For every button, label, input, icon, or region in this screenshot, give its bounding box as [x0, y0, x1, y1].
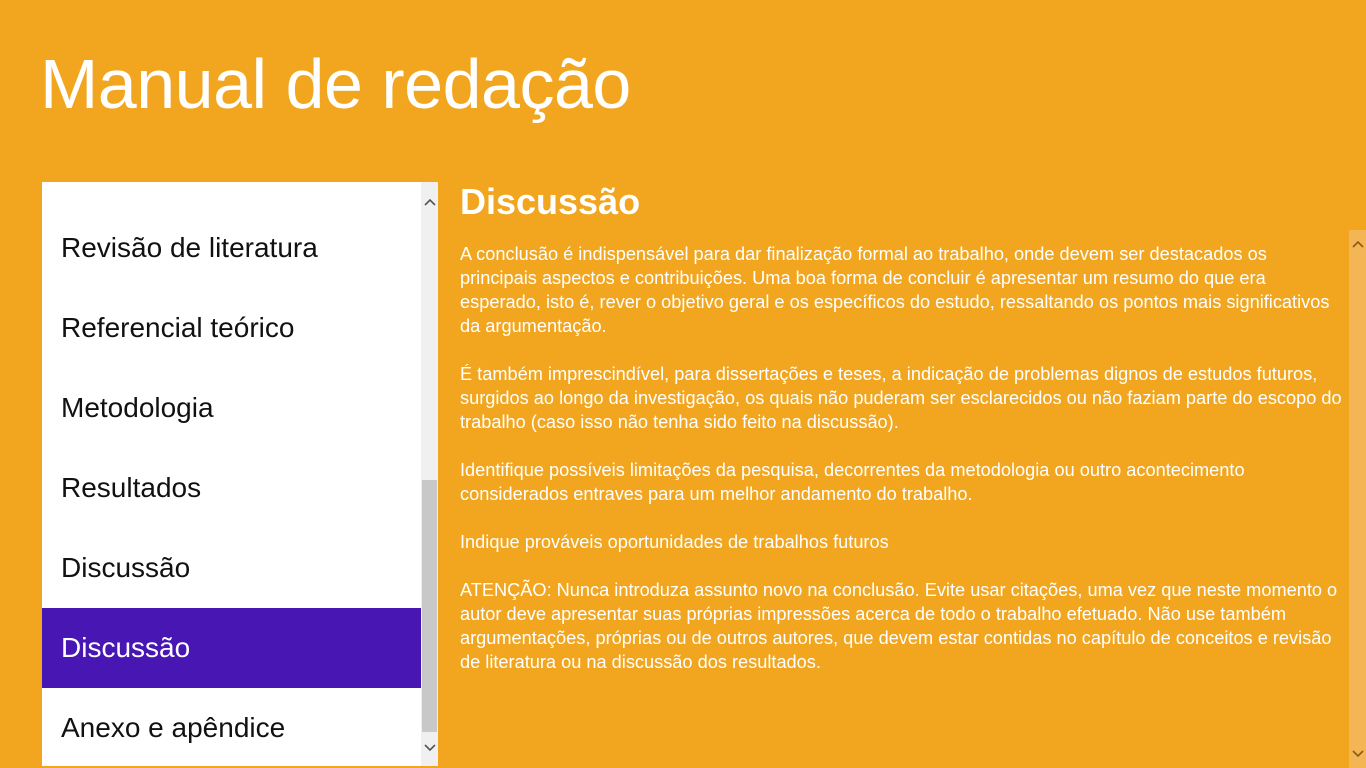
- content-paragraph: Indique prováveis oportunidades de trabalhos futuros: [460, 532, 889, 552]
- list-scrollbar-thumb[interactable]: [422, 480, 437, 732]
- content-pane: [460, 176, 1344, 698]
- content-title: Discussão: [460, 181, 641, 222]
- list-scrollbar[interactable]: [421, 182, 438, 766]
- list-item-discussao-selected[interactable]: Discussão: [42, 608, 421, 688]
- list-item-revisao-literatura[interactable]: Revisão de literatura: [61, 232, 318, 263]
- content-paragraph: A conclusão é indispensável para dar finalização formal ao trabalho, onde devem ser destacados os principais aspectos e contribuições. Uma boa forma de concluir é apresentar um resumo do que era esperado, isto é, rever o objetivo geral e os específicos do estudo, ressaltando os pontos mais significativos da argumentação.: [460, 244, 1330, 336]
- list-item-referencial-teorico[interactable]: Referencial teórico: [61, 312, 295, 343]
- section-list-items: [42, 182, 421, 766]
- list-item-discussao[interactable]: Discussão: [61, 552, 191, 583]
- list-item-anexo-apendice[interactable]: Anexo e apêndice: [61, 712, 286, 743]
- chevron-down-icon[interactable]: [1349, 744, 1366, 764]
- chevron-down-icon[interactable]: [421, 738, 438, 758]
- content-scrollbar[interactable]: [1349, 230, 1366, 768]
- content-paragraph: Identifique possíveis limitações da pesquisa, decorrentes da metodologia ou outro acontecimento considerados entraves para um melhor andamento do trabalho.: [460, 460, 1245, 504]
- chevron-up-icon[interactable]: [421, 192, 438, 212]
- list-item-resultados[interactable]: Resultados: [61, 472, 202, 503]
- chevron-up-icon[interactable]: [1349, 234, 1366, 254]
- content-paragraph: É também imprescindível, para dissertações e teses, a indicação de problemas dignos de estudos futuros, surgidos ao longo da investigação, os quais não puderam ser esclarecidos ou não faziam parte do escopo do trabalho (caso isso não tenha sido feito na discussão).: [460, 364, 1342, 432]
- content-paragraph: ATENÇÃO: Nunca introduza assunto novo na conclusão. Evite usar citações, uma vez que neste momento o autor deve apresentar suas próprias impressões acerca de todo o trabalho efetuado. Não use também argumentações, próprias ou de outros autores, que devem estar contidas no capítulo de conceitos e revisão de literatura ou na discussão dos resultados.: [460, 580, 1338, 672]
- section-list: [42, 182, 438, 766]
- list-item-metodologia[interactable]: Metodologia: [61, 392, 214, 423]
- app-title: Manual de redação: [40, 45, 631, 123]
